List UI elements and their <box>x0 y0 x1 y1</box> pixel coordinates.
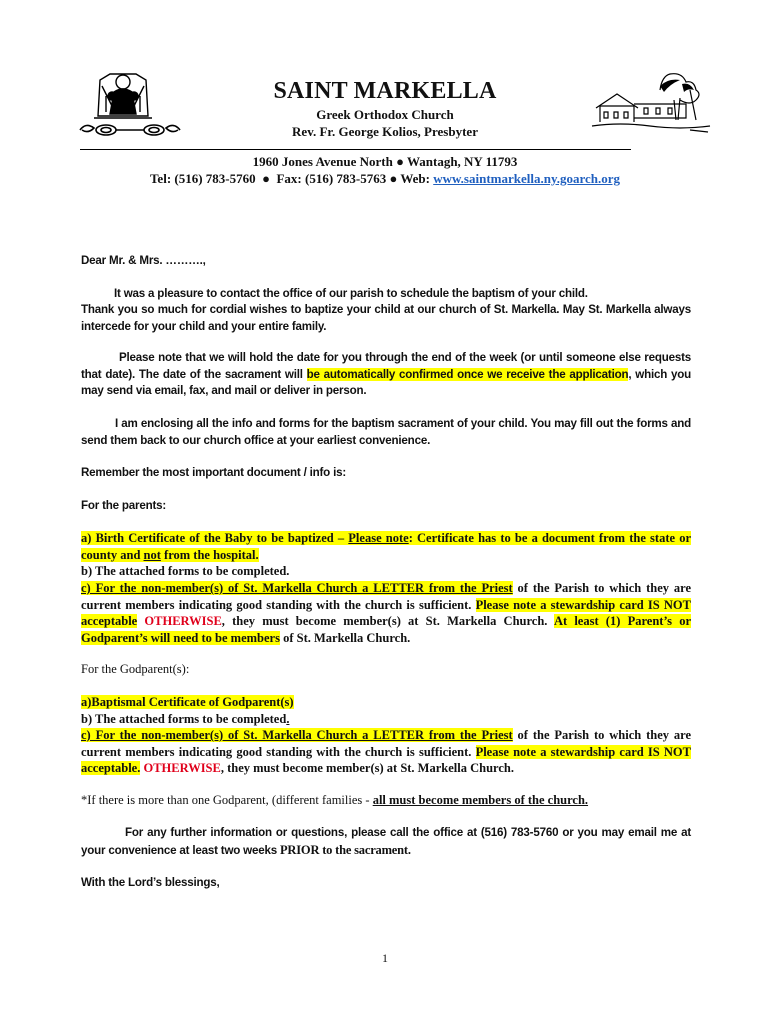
pa-1: a) Birth Certificate of the Baby to be baptized – <box>81 531 349 545</box>
address-line: 1960 Jones Avenue North ● Wantagh, NY 11793 <box>252 154 518 169</box>
gc-5: , they must become member(s) at St. Markella Church. <box>220 761 514 776</box>
note-1: *If there is more than one Godparent, (different families - <box>81 793 373 807</box>
paragraph-2-text: Please note that we will hold the date for you through the end of the week (or until someone else requests that date). The date of the sacrament will <box>81 351 691 381</box>
church-name-title: SAINT MARKELLA <box>273 78 497 104</box>
pc-4: OTHERWISE <box>137 614 222 629</box>
godparent-note <box>81 792 691 809</box>
paragraph-2-text-end: , which you may send via email, fax, and mail or deliver in person. <box>81 367 691 398</box>
ga: a)Baptismal Certificate of Godparent(s) <box>81 695 294 709</box>
pc-1: c) For the non-member(s) of St. Markella Church a LETTER from the Priest <box>81 581 513 595</box>
godparents-item-b <box>81 711 691 728</box>
website-link[interactable]: www.saintmarkella.ny.goarch.org <box>433 171 621 186</box>
contact-b: PRIOR to the sacrament. <box>280 842 411 857</box>
church-subtitle: Greek Orthodox Church <box>316 107 454 122</box>
paragraph-1-rest: Thank you so much for cordial wishes to baptize your child at our church of St. Markella. May St. Markella always intercede for your child and your entire family. <box>81 303 691 333</box>
closing-line: With the Lord’s blessings, <box>81 876 220 889</box>
for-godparents-heading: For the Godparent(s): <box>81 662 190 676</box>
gc-2: of the Parish to which they are current members indicating good standing with the church is sufficient. <box>81 728 691 759</box>
pc-6: At least (1) Parent’s or Godparent’s will need to be members <box>81 614 691 645</box>
pc-7: of St. Markella Church. <box>279 630 411 645</box>
pa-4: not <box>143 547 161 562</box>
pc-3: Please note a stewardship card IS NOT acceptable <box>81 597 691 629</box>
remember-line: Remember the most important document / info is: <box>81 466 347 479</box>
contact-a: For any further information or questions, please call the office at (516) 783-5760 or you may email me at your convenience at least two weeks <box>81 826 691 857</box>
godparents-item-c <box>81 727 691 777</box>
pc-2: of the Parish to which they are current members indicating good standing with the church is sufficient. <box>81 581 691 612</box>
parents-item-c <box>81 580 691 646</box>
priest-name: Rev. Fr. George Kolios, Presbyter <box>292 124 478 139</box>
paragraph-2 <box>81 350 691 400</box>
gb-1: b) The attached forms to be completed <box>81 712 287 726</box>
header-divider <box>80 149 631 150</box>
contact-paragraph <box>81 825 691 859</box>
paragraph-1-line-1: It was a pleasure to contact the office of our parish to schedule the baptism of your child. <box>114 287 588 300</box>
parents-item-a <box>81 530 691 563</box>
gc-3: Please note a stewardship card IS NOT acceptable. <box>81 744 691 776</box>
pa-5: from the hospital. <box>160 547 259 562</box>
page-number: 1 <box>382 951 388 965</box>
godparents-item-a <box>81 694 691 711</box>
pc-5: , they must become member(s) at St. Markella Church. <box>221 614 554 629</box>
contact-numbers: Tel: (516) 783-5760 ● Fax: (516) 783-5763 ● Web: <box>149 171 434 186</box>
contact-line <box>0 171 770 187</box>
gb-2: . <box>286 712 290 726</box>
greeting: Dear Mr. & Mrs. ………., <box>81 254 206 267</box>
paragraph-3: I am enclosing all the info and forms for the baptism sacrament of your child. You may fill out the forms and send them back to our church office at your earliest convenience. <box>81 417 691 447</box>
for-parents-heading: For the parents: <box>81 499 167 512</box>
gc-4: OTHERWISE <box>140 761 221 776</box>
parents-item-b: b) The attached forms to be completed. <box>81 564 290 578</box>
pa-2: Please note <box>348 531 409 545</box>
note-2: all must become members of the church. <box>372 793 589 807</box>
birth-certificate-text <box>81 531 691 562</box>
pa-3: : Certificate has to be a document from the state or county and <box>81 531 692 562</box>
gc-1: c) For the non-member(s) of St. Markella Church a LETTER from the Priest <box>81 728 513 742</box>
confirmation-highlight: be automatically confirmed once we receive the application <box>306 367 629 381</box>
